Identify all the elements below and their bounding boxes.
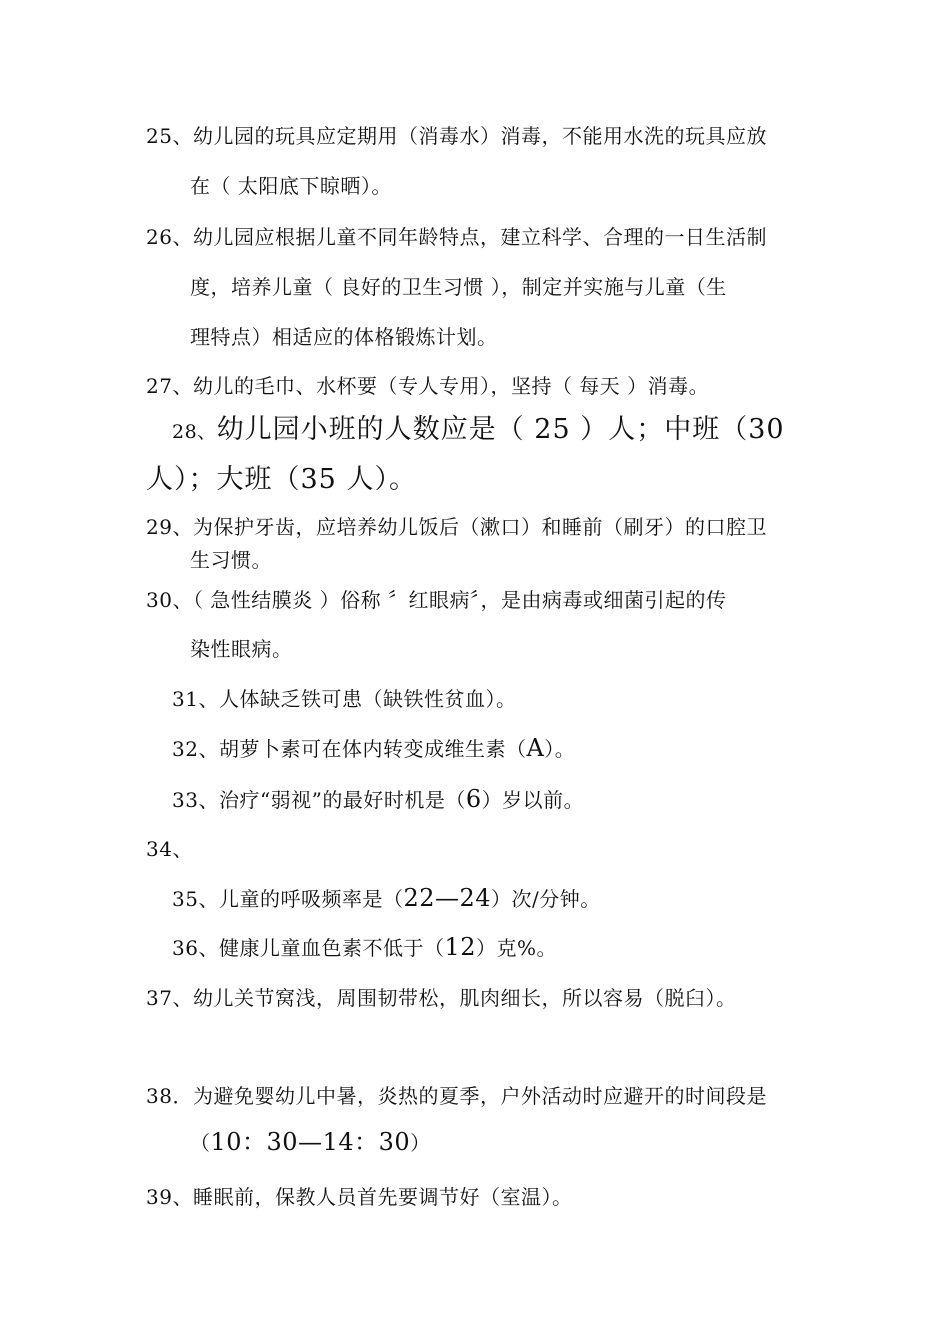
item-36-prefix: 36、健康儿童血色素不低于（ [172, 936, 445, 960]
item-28-line-2: 人）；大班（35 人）。 [146, 464, 417, 495]
item-38-line-1: 38．为避免婴幼儿中暑，炎热的夏季，户外活动时应避开的时间段是 [146, 1084, 767, 1108]
item-32-suffix: ）。 [544, 737, 576, 761]
item-25-line-2: 在（ 太阳底下晾晒）。 [190, 174, 392, 198]
item-33-suffix: ）岁以前。 [481, 788, 585, 812]
item-29-line-2: 生习惯。 [190, 548, 272, 572]
item-29-line-1: 29、为保护牙齿，应培养幼儿饭后（漱口）和睡前（刷牙）的口腔卫 [146, 515, 767, 539]
item-38-answer: 10：30—14：30 [210, 1128, 411, 1156]
item-35-prefix: 35、儿童的呼吸频率是（ [172, 887, 404, 911]
item-28-line-1 [172, 412, 785, 448]
item-30-line-2: 染性眼病。 [190, 637, 293, 661]
item-33-prefix: 33、治疗“弱视”的最好时机是（ [172, 788, 466, 812]
item-25-line-1: 25、幼儿园的玩具应定期用（消毒水）消毒，不能用水洗的玩具应放 [146, 124, 767, 148]
item-31-line-1: 31、人体缺乏铁可患（缺铁性贫血）。 [172, 687, 517, 711]
item-30-line-1: 30、（ 急性结膜炎 ）俗称 〞红眼病〞，是由病毒或细菌引起的传 [146, 588, 727, 612]
item-32-line-1 [172, 734, 575, 763]
item-36-suffix: ）克%。 [476, 936, 558, 960]
item-28-number: 28、 [172, 421, 217, 443]
item-32-answer: A [526, 734, 545, 762]
item-36-line-1 [172, 933, 557, 962]
item-39-line-1: 39、睡眠前，保教人员首先要调节好（室温）。 [146, 1185, 573, 1209]
item-34-line-1: 34、 [146, 837, 193, 861]
item-26-line-2: 度，培养儿童（ 良好的卫生习惯 ），制定并实施与儿童（生 [190, 275, 727, 299]
item-32-prefix: 32、胡萝卜素可在体内转变成维生素（ [172, 737, 527, 761]
item-26-line-3: 理特点）相适应的体格锻炼计划。 [190, 325, 498, 349]
item-35-line-1 [172, 884, 601, 913]
item-38-close: ） [410, 1131, 431, 1155]
item-33-answer: 6 [465, 785, 482, 813]
item-38-open: （ [190, 1131, 211, 1155]
item-35-suffix: ）次/分钟。 [491, 887, 601, 911]
item-38-line-2 [190, 1128, 431, 1157]
item-36-answer: 12 [444, 933, 476, 961]
item-26-line-1: 26、幼儿园应根据儿童不同年龄特点，建立科学、合理的一日生活制 [146, 225, 767, 249]
item-33-line-1 [172, 785, 584, 814]
item-27-line-1: 27、幼儿的毛巾、水杯要（专人专用），坚持（ 每天 ）消毒。 [146, 374, 710, 398]
item-37-line-1: 37、幼儿关节窝浅，周围韧带松，肌肉细长，所以容易（脱臼）。 [146, 986, 737, 1010]
item-35-answer: 22—24 [403, 884, 492, 912]
item-28-text-1: 幼儿园小班的人数应是（ 25 ）人；中班（30 [216, 414, 785, 445]
